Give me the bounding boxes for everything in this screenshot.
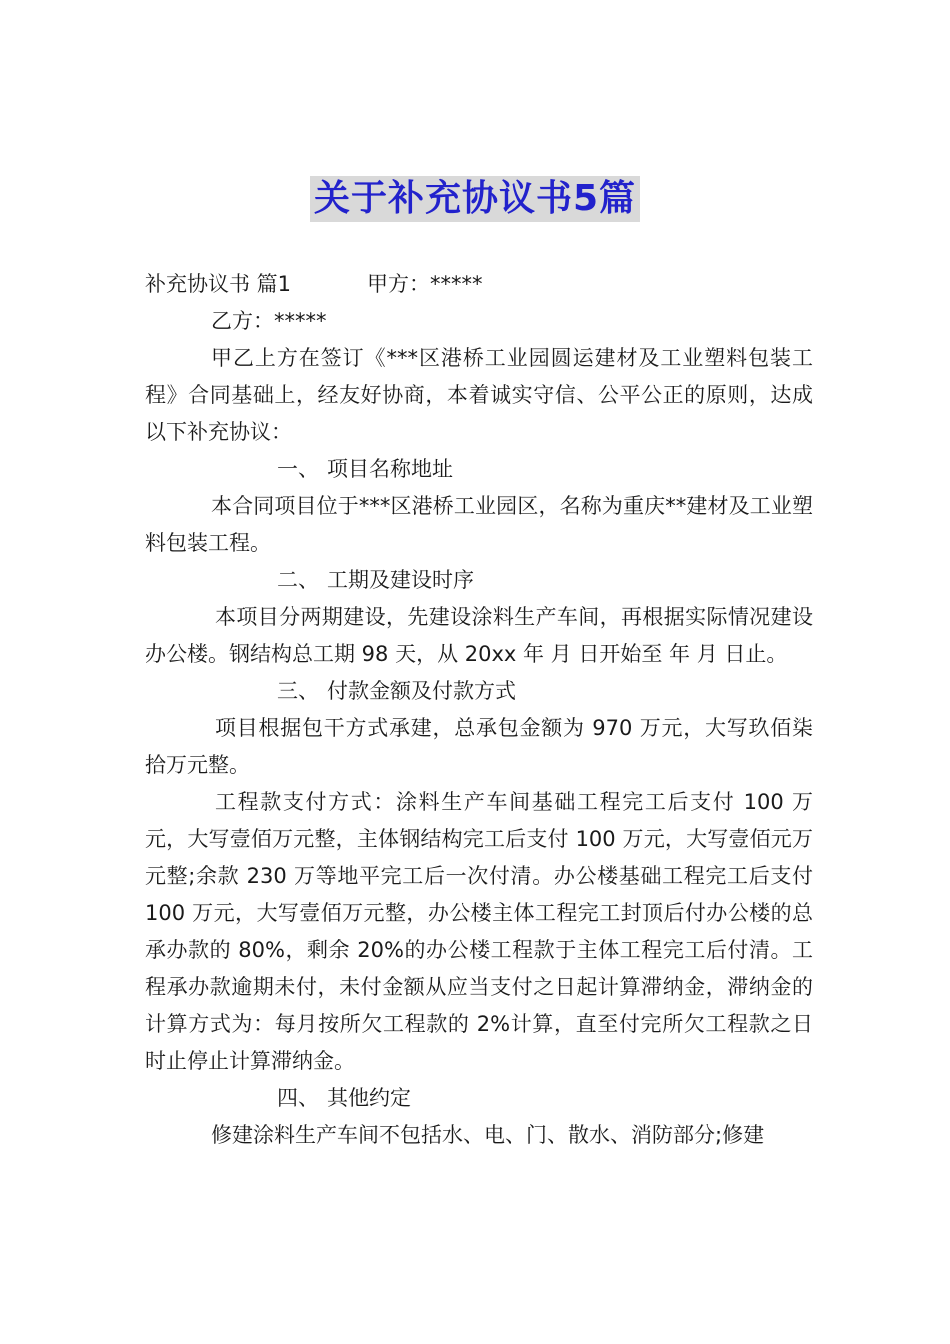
paragraph-contract-amount: 项目根据包干方式承建，总承包金额为 970 万元，大写玖佰柒拾万元整。 [145, 716, 813, 777]
title-wrap [0, 176, 950, 222]
section-number-1: 一、 [277, 457, 319, 481]
intro-paragraph: 甲乙上方在签订《***区港桥工业园圆运建材及工业塑料包装工程》合同基础上，经友好协商，本着诚实守信、公平公正的原则，达成以下补充协议： [145, 346, 813, 444]
section-number-3: 三、 [277, 679, 319, 703]
paragraph-project-location: 本合同项目位于***区港桥工业园区，名称为重庆**建材及工业塑料包装工程。 [145, 494, 813, 555]
paragraph-schedule: 本项目分两期建设，先建设涂料生产车间，再根据实际情况建设办公楼。钢结构总工期 98 天，从 20xx 年 月 日开始至 年 月 日止。 [145, 605, 813, 666]
section-heading-2 [145, 562, 813, 599]
party-a: 甲方：***** [367, 272, 483, 296]
header-line [145, 266, 813, 303]
paragraph-payment-terms: 工程款支付方式：涂料生产车间基础工程完工后支付 100 万元，大写壹佰万元整，主体钢结构完工后支付 100 万元，大写壹佰元万元整;余款 230 万等地平完工后一次付清。办公楼基础工程完工后支付 100 万元，大写壹佰万元整，办公楼主体工程完工封顶后付办公楼的总承办款的 80%，剩余 20%的办公楼工程款于主体工程完工后付清。工程承办款逾期未付，未付金额从应当支付之日起计算滞纳金，滞纳金的计算方式为：每月按所欠工程款的 2%计算，直至付完所欠工程款之日时止停止计算滞纳金。 [145, 790, 813, 1073]
party-b: 乙方：***** [211, 309, 327, 333]
section-title-1: 项目名称地址 [327, 457, 453, 481]
section-title-4: 其他约定 [327, 1086, 411, 1110]
document-body [145, 266, 813, 1154]
section-title-3: 付款金额及付款方式 [327, 679, 516, 703]
section-heading-4 [145, 1080, 813, 1117]
section-heading-1 [145, 451, 813, 488]
section-number-2: 二、 [277, 568, 319, 592]
paragraph-other-terms: 修建涂料生产车间不包括水、电、门、散水、消防部分;修建 [211, 1123, 765, 1147]
section-title-2: 工期及建设时序 [327, 568, 474, 592]
section-heading-3 [145, 673, 813, 710]
document-title: 关于补充协议书5篇 [310, 176, 640, 222]
section-number-4: 四、 [277, 1086, 319, 1110]
header-left: 补充协议书 篇1 [145, 272, 292, 296]
